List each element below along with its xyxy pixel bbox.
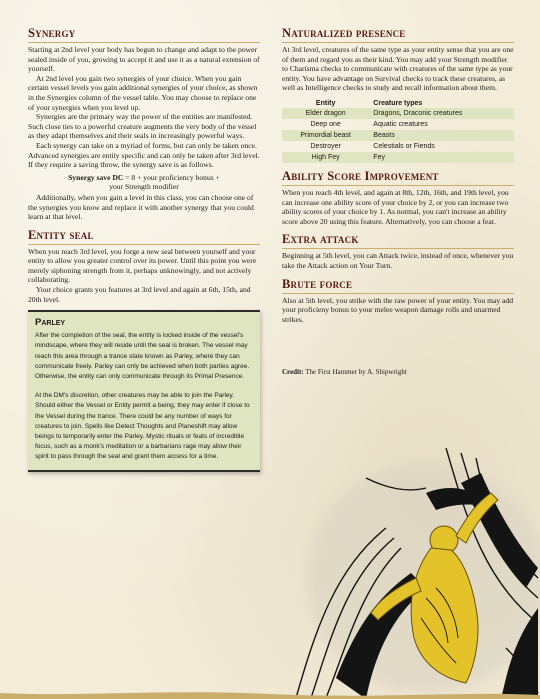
synergy-save-line-2: your Strength modifier	[109, 182, 179, 192]
table-cell-creature-types: Dragons, Draconic creatures	[369, 108, 514, 119]
synergy-section	[28, 26, 260, 222]
table-cell-creature-types: Celestials or Fiends	[373, 142, 435, 150]
footer-ornament	[0, 692, 540, 699]
naturalized-presence-section	[282, 26, 514, 163]
ability-score-improvement-section	[282, 169, 514, 226]
parley-note-box	[28, 310, 260, 471]
entity-seal-paragraph-1: When you reach 3rd level, you forge a new seal between yourself and your entity to allow you greater control over its power. Until this point you were merely siphoning strength from it, perhaps unknowingly, and not actively collaborating.	[28, 246, 257, 285]
extra-attack-paragraph: Beginning at 5th level, you can Attack twice, instead of once, whenever you take the Attack action on Your Turn.	[282, 251, 514, 270]
extra-attack-heading: Extra attack	[282, 232, 514, 249]
right-column	[282, 26, 514, 376]
table-row	[282, 141, 514, 152]
table-header-creature-types: Creature types	[373, 99, 423, 107]
entity-seal-heading: Entity seal	[28, 228, 260, 245]
naturalized-presence-heading: Naturalized presence	[282, 26, 514, 43]
synergy-save-formula	[28, 173, 260, 192]
page-footer-bar	[0, 689, 540, 699]
synergy-save-line-1: = 8 + your proficiency bonus +	[123, 172, 220, 182]
brute-force-section	[282, 277, 514, 325]
naturalized-presence-paragraph: At 3rd level, creatures of the same type as your entity sense that you are one of them and regard you as their kind. You may add your Strength modifier to Charisma checks to communicate with creatures of the same type as your entity. You have advantage on Survival checks to track these creatures, as well as Intelligence checks to study and recall information about them.	[282, 45, 514, 93]
ability-score-improvement-heading: Ability Score Improvement	[282, 169, 514, 186]
synergy-paragraph-4: Each synergy can take on a myriad of forms, but can only be taken once. Advanced synergies are entity specific and can only be taken after 3rd level. If they require a saving throw, the synergy save is as follows.	[28, 140, 260, 170]
entity-seal-section	[28, 228, 260, 305]
parley-heading: Parley	[35, 317, 66, 329]
brute-force-heading: Brute force	[282, 277, 514, 294]
synergy-paragraph-5: Additionally, when you gain a level in this class, you can choose one of the synergies you know and replace it with another synergy that you could learn at that level.	[28, 192, 254, 222]
table-cell-entity: Primordial beast	[282, 130, 369, 141]
table-row	[282, 108, 514, 119]
table-header-row	[282, 99, 514, 108]
extra-attack-section	[282, 232, 514, 270]
art-credit	[282, 368, 514, 376]
table-cell-creature-types: Beasts	[369, 130, 514, 141]
art-credit-text: The First Hammer by A. Shipwright	[303, 368, 407, 377]
synergy-paragraph-3: Synergies are the primary way the power of the entities are manifested. Such close ties to a powerful creature augments the very body of the vessel as they adapt themselves and their seals in increasingly powerful ways.	[28, 112, 257, 141]
table-cell-entity: High Fey	[282, 152, 369, 163]
hammer-warrior-illustration	[276, 448, 540, 699]
entity-creature-table	[282, 99, 514, 163]
synergy-heading: Synergy	[28, 26, 260, 43]
table-cell-entity: Elder dragon	[282, 108, 369, 119]
left-column	[28, 26, 260, 472]
table-cell-entity: Deep one	[310, 120, 341, 128]
table-cell-creature-types: Fey	[369, 152, 514, 163]
synergy-paragraph-1: Starting at 2nd level your body has begun to change and adapt to the power sealed inside of you, growing to accept it and use it as a natural extension of yourself.	[28, 45, 260, 74]
ability-score-improvement-paragraph: When you reach 4th level, and again at 8th, 12th, 16th, and 19th level, you can increase one ability score of your choice by 2, or you can increase two ability scores of your choice by 1. As normal, you can't increase an ability score above 20 using this feature. Alternatively, you can choose a feat.	[282, 187, 509, 226]
table-header-entity: Entity	[315, 99, 336, 107]
table-cell-creature-types: Aquatic creatures	[373, 120, 428, 128]
art-credit-label: Credit:	[282, 368, 304, 377]
synergy-save-label: Synergy save DC	[68, 172, 124, 182]
table-row	[282, 119, 514, 130]
table-row	[282, 130, 514, 141]
table-row	[282, 152, 514, 163]
entity-seal-paragraph-2: Your choice grants you features at 3rd level and again at 6th, 15th, and 20th level.	[28, 285, 251, 304]
synergy-paragraph-2: At 2nd level you gain two synergies of your choice. When you gain certain vessel levels you gain additional synergies of your choice, as shown in the Synergies column of the vessel table. You may choose to replace one of your synergies when you level up.	[28, 73, 258, 112]
brute-force-paragraph: Also at 5th level, you strike with the raw power of your entity. You may add your proficieny bonus to your melee weapon damage rolls and unarmed strikes.	[282, 295, 514, 324]
table-cell-entity: Destroyer	[310, 142, 341, 150]
parley-paragraph-1: After the completion of the seal, the entity is locked inside of the vessel's mindscape, where they will reside until the seal is broken. The vessel may reach this area through a trance state known as Parley, where they can communicate freely. Parley can only be achieved when both parties agree. Otherwise, the entity can only communicate through its Primal Presence.	[35, 332, 250, 381]
parley-paragraph-2: At the DM's discretion, other creatures may be able to join the Parley. Should either the Vessel or Entity permit a being, they may enter if close to the Vessel during the trance. There could be any number of ways for creatures to join. Spells like Detect Thoughts and Planeshift may allow beings to temporarily enter the Parley. Mystic rituals or feats of incredible focus, such as a monk's meditation or a barbarians rage may allow their spirit to pass through the seal and grant them access for a time.	[35, 392, 250, 461]
